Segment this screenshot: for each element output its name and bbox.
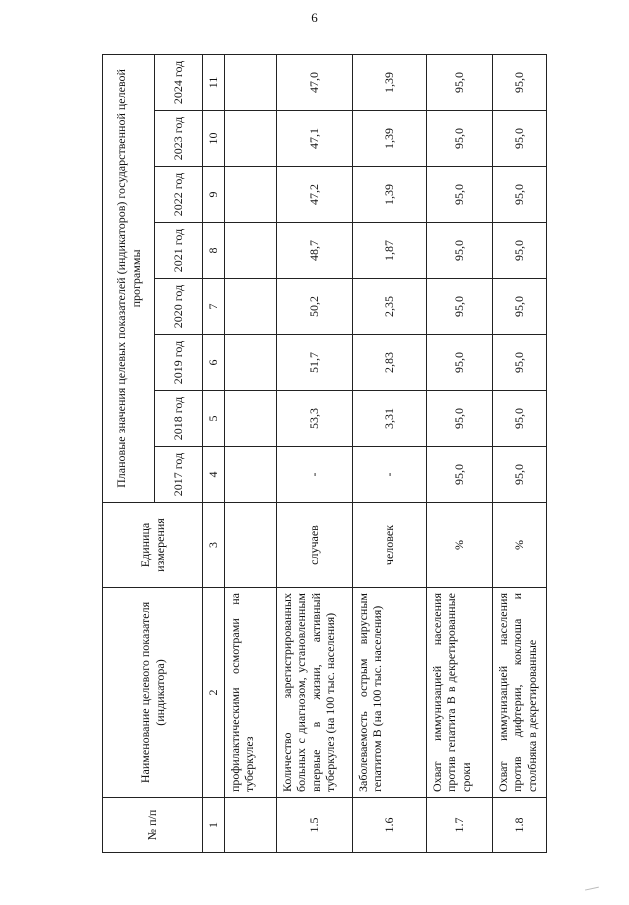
header-name: Наименование целевого показателя (индикатора) (103, 588, 203, 798)
header-year: 2019 год (155, 335, 203, 391)
value-cell: 2,83 (353, 335, 427, 391)
column-number: 10 (203, 111, 225, 167)
value-cell (225, 54, 277, 110)
value-cell: 95,0 (493, 447, 547, 503)
value-cell: 95,0 (427, 167, 493, 223)
value-cell: 95,0 (493, 167, 547, 223)
row-number: 1.6 (353, 798, 427, 853)
unit-cell: случаев (277, 503, 353, 588)
header-year: 2022 год (155, 167, 203, 223)
unit-cell: % (427, 503, 493, 588)
value-cell: 1,39 (353, 111, 427, 167)
value-cell: 95,0 (427, 447, 493, 503)
value-cell: 95,0 (493, 279, 547, 335)
value-cell (225, 391, 277, 447)
value-cell (225, 447, 277, 503)
value-cell (225, 223, 277, 279)
column-number: 3 (203, 503, 225, 588)
header-num: № п/п (103, 798, 203, 853)
row-number (225, 798, 277, 853)
header-year: 2018 год (155, 391, 203, 447)
page-number: 6 (311, 10, 318, 25)
table-row (493, 54, 547, 852)
table-row (225, 54, 277, 852)
header-year: 2020 год (155, 279, 203, 335)
column-number: 5 (203, 391, 225, 447)
column-number: 1 (203, 798, 225, 853)
column-number: 7 (203, 279, 225, 335)
row-number: 1.5 (277, 798, 353, 853)
column-number: 8 (203, 223, 225, 279)
value-cell (225, 335, 277, 391)
table-row (427, 54, 493, 852)
value-cell (225, 279, 277, 335)
unit-cell (225, 503, 277, 588)
value-cell: 95,0 (427, 223, 493, 279)
value-cell: 95,0 (427, 111, 493, 167)
value-cell: 95,0 (493, 335, 547, 391)
indicator-name: Охват иммунизацией населения против гепатита В в декретированные сроки (427, 588, 493, 798)
value-cell: 1,39 (353, 167, 427, 223)
value-cell: 95,0 (427, 335, 493, 391)
row-number: 1.7 (427, 798, 493, 853)
header-unit: Единица измерения (103, 503, 203, 588)
column-number: 11 (203, 54, 225, 110)
table-row (277, 54, 353, 852)
value-cell (225, 111, 277, 167)
indicators-table (102, 54, 547, 853)
value-cell: 47,1 (277, 111, 353, 167)
row-number: 1.8 (493, 798, 547, 853)
header-year: 2024 год (155, 54, 203, 110)
value-cell: 95,0 (493, 54, 547, 110)
indicator-name: Заболеваемость острым вирусным гепатитом В (на 100 тыс. населения) (353, 588, 427, 798)
value-cell: 95,0 (493, 223, 547, 279)
value-cell: 47,2 (277, 167, 353, 223)
column-number: 9 (203, 167, 225, 223)
value-cell: 95,0 (427, 54, 493, 110)
value-cell: 53,3 (277, 391, 353, 447)
unit-cell: % (493, 503, 547, 588)
value-cell: 1,39 (353, 54, 427, 110)
indicator-name: Охват иммунизацией населения против дифтерии, коклюша и столбняка в декретированные (493, 588, 547, 798)
value-cell: 95,0 (427, 391, 493, 447)
unit-cell: человек (353, 503, 427, 588)
column-number: 6 (203, 335, 225, 391)
indicator-name: Количество зарегистрированных больных с диагнозом, установленным впервые в жизни, активный туберкулез (на 100 тыс. населения) (277, 588, 353, 798)
value-cell: 51,7 (277, 335, 353, 391)
column-number: 4 (203, 447, 225, 503)
value-cell (225, 167, 277, 223)
value-cell: - (353, 447, 427, 503)
table-row (353, 54, 427, 852)
value-cell: 47,0 (277, 54, 353, 110)
value-cell: 50,2 (277, 279, 353, 335)
value-cell: 2,35 (353, 279, 427, 335)
value-cell: 3,31 (353, 391, 427, 447)
indicator-name: профилактическими осмотрами на туберкулез (225, 588, 277, 798)
rotated-table-wrapper (102, 55, 539, 853)
header-year: 2017 год (155, 447, 203, 503)
value-cell: 95,0 (427, 279, 493, 335)
header-year: 2021 год (155, 223, 203, 279)
column-number: 2 (203, 588, 225, 798)
value-cell: 95,0 (493, 391, 547, 447)
scan-mark (585, 887, 601, 901)
header-plan: Плановые значения целевых показателей (индикаторов) государственной целевой программы (103, 54, 155, 502)
header-year: 2023 год (155, 111, 203, 167)
value-cell: 1,87 (353, 223, 427, 279)
value-cell: 48,7 (277, 223, 353, 279)
value-cell: 95,0 (493, 111, 547, 167)
value-cell: - (277, 447, 353, 503)
